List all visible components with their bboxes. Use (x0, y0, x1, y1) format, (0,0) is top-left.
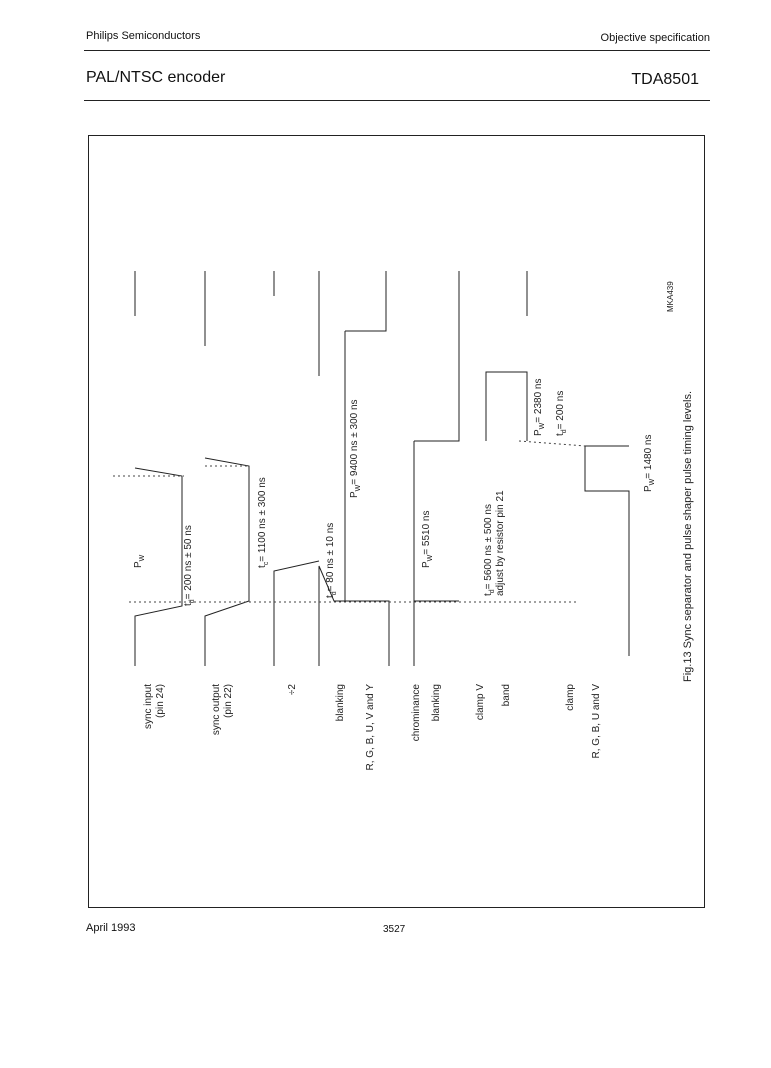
label-div2: ÷2 (287, 684, 298, 696)
td-clampv2-sub: d (561, 429, 568, 434)
pw-chroma-sub: W (427, 554, 434, 562)
waveform-clamp (585, 446, 629, 656)
svg-text:tc= 1100 ns ± 300 ns (257, 477, 270, 568)
waveform-div2 (274, 271, 319, 666)
tc-div-val: = 1100 ns ± 300 ns (257, 477, 268, 562)
label-blanking: blanking (335, 684, 346, 722)
label-sync-input: sync input (143, 684, 154, 730)
td-clampv-val: = 5600 ns ± 500 ns (483, 504, 494, 590)
td-clampv-note: adjust by resistor pin 21 (495, 490, 506, 596)
td-clampv2-label: t (555, 433, 566, 436)
pw-clampv-sub: W (539, 422, 546, 430)
timing-annotations (133, 379, 656, 607)
svg-text:PW= 9400 ns ± 300 ns (349, 399, 362, 498)
footer-date: April 1993 (86, 922, 136, 934)
svg-text:td= 200 ns (555, 391, 568, 436)
timing-diagram-figure (88, 135, 705, 908)
waveform-sync-input (135, 271, 182, 666)
waveform-chroma-blanking (414, 271, 459, 666)
td-sync-sub: d (189, 599, 196, 604)
pw-clampv-val: = 2380 ns (533, 378, 544, 423)
page-number: 3527 (383, 924, 406, 935)
pw-chroma-label: P (421, 561, 432, 568)
svg-text:td= 80 ns ± 10 ns (325, 523, 338, 598)
label-sync-output-pin: (pin 22) (223, 684, 234, 718)
pw-blank-label: P (349, 491, 360, 498)
td-blank-label: t (325, 595, 336, 598)
label-rgbuvy: R, G, B, U, V and Y (365, 684, 376, 771)
timing-diagram (89, 136, 706, 909)
label-sync-input-pin: (pin 24) (155, 684, 166, 718)
pw-chroma-val: = 5510 ns (421, 510, 432, 555)
label-clamp: clamp (565, 684, 576, 711)
waveform-traces (135, 271, 629, 666)
company-name: Philips Semiconductors (86, 30, 201, 42)
label-chrominance-blanking: blanking (431, 684, 442, 722)
svg-text:td= 200 ns ± 50 ns (183, 525, 196, 606)
td-blank-sub: d (331, 591, 338, 596)
td-blank-val: = 80 ns ± 10 ns (325, 522, 336, 592)
document-title: PAL/NTSC encoder (86, 69, 226, 86)
pw-clamp-label: P (643, 485, 654, 492)
signal-labels (143, 684, 602, 771)
waveform-sync-output (205, 271, 249, 666)
td-sync-val: = 200 ns ± 50 ns (183, 525, 194, 600)
title-rule (84, 100, 710, 101)
label-rgbuv: R, G, B, U and V (591, 684, 602, 759)
pw-blank-sub: W (355, 484, 362, 492)
pw-sync-sub: W (139, 554, 146, 562)
part-number: TDA8501 (631, 71, 699, 88)
figure-caption: Fig.13 Sync separator and pulse shaper pulse timing levels. (682, 390, 694, 682)
spec-type: Objective specification (600, 32, 710, 44)
pw-clampv-label: P (533, 429, 544, 436)
waveform-clamp-v (486, 271, 527, 441)
header-rule (84, 50, 710, 51)
label-chrominance: chrominance (411, 684, 422, 742)
svg-text:PW= 5510 ns (421, 511, 434, 569)
pw-sync-label: P (133, 561, 144, 568)
figure-id: MKA439 (666, 281, 675, 312)
label-band: band (501, 684, 512, 707)
tc-div-label: t (257, 565, 268, 568)
tc-div-sub: c (263, 561, 270, 566)
label-sync-output: sync output (211, 684, 222, 736)
td-clampv-sub: d (489, 589, 496, 594)
pw-clamp-val: = 1480 ns (643, 434, 654, 479)
td-clampv-label: t (483, 593, 494, 596)
pw-blank-val: = 9400 ns ± 300 ns (349, 399, 360, 485)
td-sync-label: t (183, 603, 194, 606)
pw-clamp-sub: W (649, 478, 656, 486)
svg-text:PW= 1480 ns (643, 435, 656, 493)
label-clamp-v: clamp V (475, 684, 486, 721)
svg-text:PW= 2380 ns (533, 379, 546, 437)
td-clampv2-val: = 200 ns (555, 390, 566, 430)
svg-text:PW (133, 554, 146, 568)
